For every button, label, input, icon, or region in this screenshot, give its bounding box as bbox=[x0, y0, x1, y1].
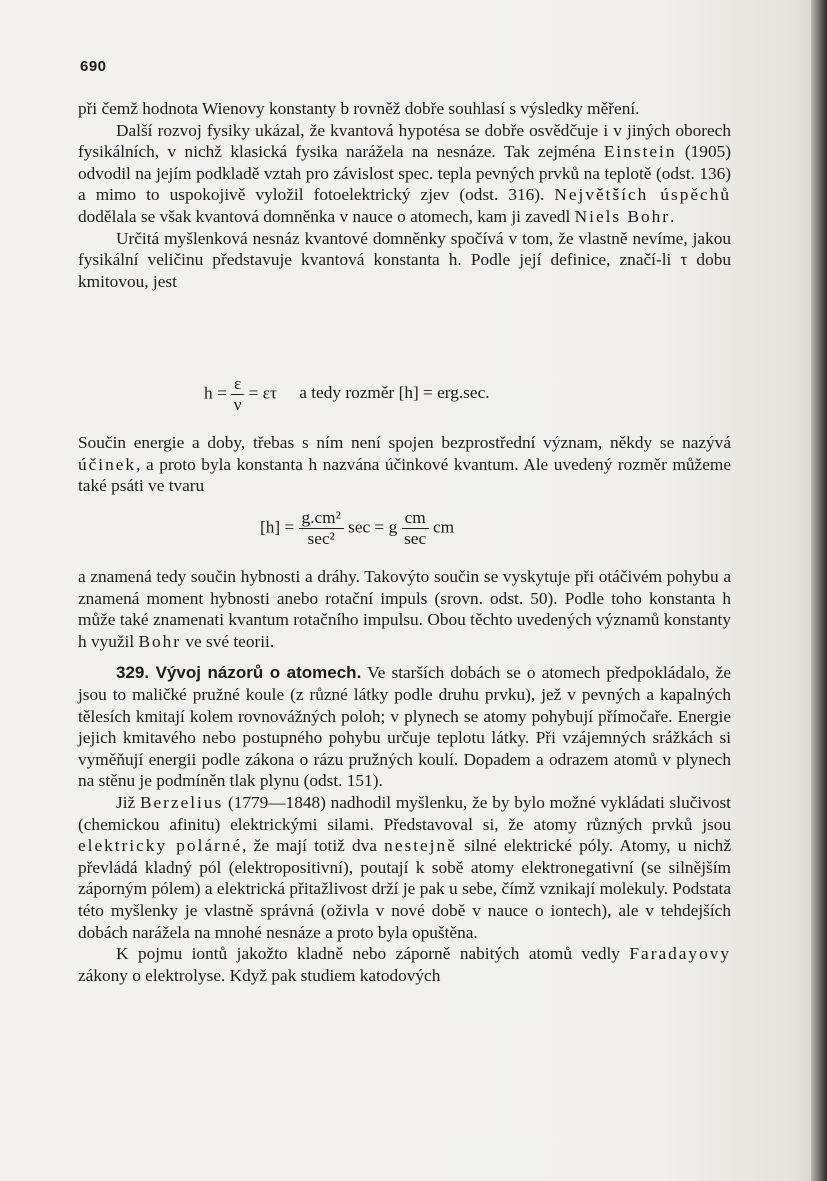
paragraph-conceptual-difficulty: Určitá myšlenková nesnáz kvantové domněnky spočívá v tom, že vlastně nevíme, jakou fysikální veličinu představuje kvantová konstanta h. Podle její definice, značí-li τ dobu kmitovou, jest bbox=[78, 228, 731, 291]
formula-h-dimension: [h] = $\frac{\text{g.cm²}}{\text{sec²}}$ sec = g $\frac{cm}{\sec}$ cm bbox=[260, 508, 455, 548]
emphasis-greatest-success: Největších úspěchů bbox=[554, 185, 731, 205]
paragraph-berzelius: Již Berzelius (1779—1848) nadhodil myšlenku, že by bylo možné vykládati slučivost (chemickou afinitu) elektrickými silami. Představoval si, že atomy různých prvků jsou elektricky polárné, že mají totiž dva nestejně silné elektrické póly. Atomy, u nichž převládá kladný pól (elektropositivní), poutají k sobě atomy elektronegativní (se silnějším záporným pólem) a elektrická přitažlivost drží je pak u sebe, čímž vznikají molekuly. Podstata této myšlenky je vlastně správná (oživla v nové době v nauce o iontech), ale v tehdejších dobách narážela na mnohé nesnáze a proto byla opuštěna. bbox=[78, 792, 731, 942]
paragraph-continuation: při čemž hodnota Wienovy konstanty b rovněž dobře souhlasí s výsledky měření. bbox=[78, 99, 640, 118]
fraction-epsilon-over-nu: $\frac{\varepsilon}{\nu}$ bbox=[231, 374, 244, 415]
text-block-main bbox=[78, 566, 731, 986]
page-binding-edge bbox=[811, 0, 827, 1181]
fraction-cm-over-sec: $\frac{cm}{\sec}$ bbox=[402, 508, 429, 549]
fraction-gcm2-over-sec2: $\frac{\text{g.cm²}}{\text{sec²}}$ bbox=[299, 508, 344, 549]
name-einstein: Einstein bbox=[603, 142, 677, 162]
paragraph-momentum-path: a znamená tedy součin hybnosti a dráhy. Takovýto součin se vyskytuje při otáčivém pohybu a znamená moment hybnosti anebo rotační impuls (srovn. odst. 50). Podle toho konstanta h může také znamenati kvantum rotačního impulsu. Obou těchto uvedených významů konstanty h využil Bohr ve své teorii. bbox=[78, 567, 731, 651]
name-bohr: Bohr bbox=[138, 631, 182, 651]
page-number: 690 bbox=[80, 58, 107, 75]
name-niels-bohr: Niels Bohr bbox=[574, 206, 671, 226]
text-block-action bbox=[78, 432, 731, 497]
formula-h-definition: h = $\frac{\varepsilon}{\nu}$ = ετ a tedy rozměr [h] = erg.sec. bbox=[204, 374, 490, 414]
section-329: 329. Vývoj názorů o atomech. Ve starších dobách se o atomech předpokládalo, že jsou to maličké pružné koule (z různé látky podle druhu prvku), jež v pevných a kapalných tělesích kmitají kolem rovnovážných poloh; v plynech se atomy pohybují přímočaře. Energie jejich kmitavého nebo postupného pohybu určuje teplotu látky. Při vzájemných srážkách si vyměňují energii podle zákona o rázu pružných koulí. Dopadem a odrazem atomů v plynech na stěnu je podmíněn tlak plynu (odst. 151). bbox=[78, 663, 731, 791]
section-heading: 329. Vývoj názorů o atomech. bbox=[116, 663, 362, 683]
emphasis-unequal: nestejně bbox=[384, 836, 457, 856]
name-berzelius: Berzelius bbox=[139, 792, 224, 812]
paragraph-ions: K pojmu iontů jakožto kladně nebo záporně nabitých atomů vedly Faradayovy zákony o elektrolyse. Když pak studiem katodových bbox=[78, 944, 731, 985]
text-block-top bbox=[78, 98, 731, 292]
paragraph-action-quantum: Součin energie a doby, třebas s ním není spojen bezprostřední význam, někdy se nazývá účinek, a proto byla konstanta h nazvána účinkové kvantum. Ale uvedený rozměr můžeme také psáti ve tvaru bbox=[78, 433, 731, 496]
name-faraday: Faradayovy bbox=[629, 944, 731, 964]
emphasis-ucinek: účinek bbox=[78, 454, 137, 474]
paragraph-quantum-development: Další rozvoj fysiky ukázal, že kvantová hypotésa se dobře osvědčuje i v jiných oborech fysikálních, v nichž klasická fysika narážela na nesnáze. Tak zejména Einstein (1905) odvodil na jejím podkladě vztah pro závislost spec. tepla pevných prvků na teplotě (odst. 136) a mimo to uspokojivě vyložil fotoelektrický zjev (odst. 316). Největších úspěchů dodělala se však kvantová domněnka v nauce o atomech, kam ji zavedl Niels Bohr. bbox=[78, 120, 731, 226]
emphasis-electrically-polar: elektricky polárné bbox=[78, 836, 243, 856]
